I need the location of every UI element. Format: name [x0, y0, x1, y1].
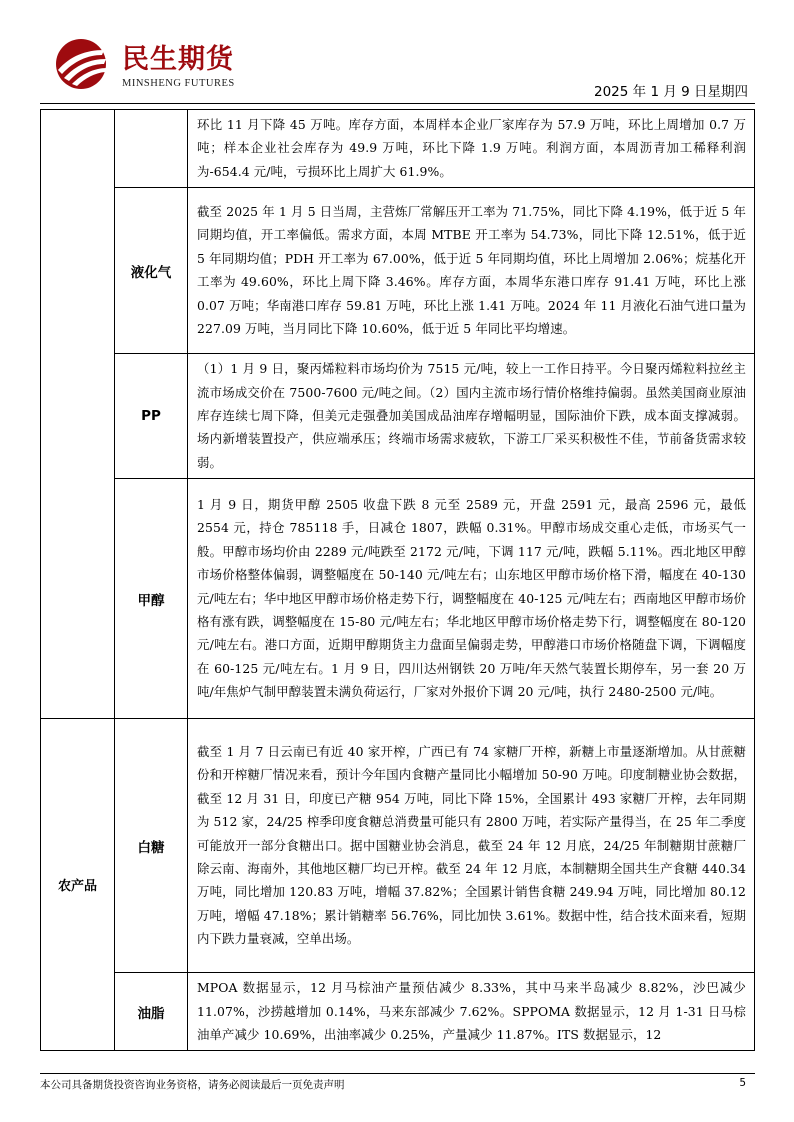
commentary-cell: 1 月 9 日，期货甲醇 2505 收盘下跌 8 元至 2589 元，开盘 2591 元，最高 2596 元，最低 2554 元，持仓 785118 手，日减仓 1807，跌幅 0.31%。甲醇市场成交重心走低，市场买气一般。甲醇市场均价由 2289 元/吨跌至 2172 元/吨，下调 117 元/吨，跌幅 5.11%。西北地区甲醇市场价格整体偏弱，调整幅度在 50-140 元/吨左右；山东地区甲醇市场价格下滑，幅度在 40-130 元/吨左右；华中地区甲醇市场价格走势下行，调整幅度在 40-125 元/吨左右；西南地区甲醇市场价格有涨有跌，调整幅度在 15-80 元/吨左右；华北地区甲醇市场价格走势下行，调整幅度在 80-120 元/吨左右。港口方面，近期甲醇期货主力盘面呈偏弱走势，甲醇港口市场价格随盘下调，下调幅度在 60-125 元/吨左右。1 月 9 日，四川达州钢铁 20 万吨/年天然气装置长期停车，另一套 20 万吨/年焦炉气制甲醇装置未满负荷运行，厂家对外报价下调 20 元/吨，执行 2480-2500 元/吨。 [188, 479, 755, 719]
product-cell: 白糖 [115, 719, 188, 973]
page-number: 5 [739, 1077, 746, 1089]
category-cell-agri: 农产品 [41, 719, 115, 1051]
product-cell: 油脂 [115, 973, 188, 1051]
commentary-cell: 截至 1 月 7 日云南已有近 40 家开榨，广西已有 74 家糖厂开榨，新糖上市量逐渐增加。从甘蔗糖份和开榨糖厂情况来看，预计今年国内食糖产量同比小幅增加 50-90 万吨。印度制糖业协会数据，截至 12 月 31 日，印度已产糖 954 万吨，同比下降 15%，全国累计 493 家糖厂开榨，去年同期为 512 家，24/25 榨季印度食糖总消费量可能只有 2800 万吨，若实际产量得当，在 25 年二季度可能放开一部分食糖出口。据中国糖业协会消息，截至 24 年 12 月底，24/25 年制糖期甘蔗糖厂除云南、海南外，其他地区糖厂均已开榨。截至 24 年 12 月底，本制糖期全国共生产食糖 440.34 万吨，同比增加 120.83 万吨，增幅 37.82%；全国累计销售食糖 249.94 万吨，同比增加 80.12 万吨，增幅 47.18%；累计销糖率 56.76%，同比加快 3.61%。数据中性，结合技术面来看，短期内下跌力量衰减，空单出场。 [188, 719, 755, 973]
table-row [41, 973, 755, 1051]
footer-disclaimer: 本公司具备期货投资咨询业务资格，请务必阅读最后一页免责声明 [40, 1079, 345, 1091]
minsheng-logo-icon [52, 38, 110, 90]
commentary-cell: MPOA 数据显示，12 月马棕油产量预估减少 8.33%，其中马来半岛减少 8.82%，沙巴减少 11.07%，沙捞越增加 0.14%，马来东部减少 7.62%。SPPOMA 数据显示，12 月 1-31 日马棕油单产减少 10.69%，出油率减少 0.25%，产量减少 11.87%。ITS 数据显示，12 [188, 973, 755, 1051]
table-row [41, 354, 755, 479]
commentary-cell: 环比 11 月下降 45 万吨。库存方面，本周样本企业厂家库存为 57.9 万吨，环比上周增加 0.7 万吨；样本企业社会库存为 49.9 万吨，环比下降 1.9 万吨。利润方面，本周沥青加工稀释利润为-654.4 元/吨，亏损环比上周扩大 61.9%。 [188, 110, 755, 188]
commodity-table [40, 109, 755, 1051]
category-cell-energy [41, 110, 115, 719]
table-row [41, 188, 755, 354]
company-name-en: MINSHENG FUTURES [122, 78, 235, 89]
company-name-cn: 民生期货 [122, 44, 234, 75]
commentary-cell: 截至 2025 年 1 月 5 日当周，主营炼厂常解压开工率为 71.75%，同比下降 4.19%，低于近 5 年同期均值，开工率偏低。需求方面，本周 MTBE 开工率为 54.73%，同比下降 12.51%，低于近 5 年同期均值；PDH 开工率为 67.00%，低于近 5 年同期均值，环比上周增加 2.06%；烷基化开工率为 49.60%，环比上周下降 3.46%。库存方面，本周华东港口库存 91.41 万吨，环比上涨 0.07 万吨；华南港口库存 59.81 万吨，环比上涨 1.41 万吨。2024 年 11 月液化石油气进口量为 227.09 万吨，当月同比下降 10.60%，低于近 5 年同比平均增速。 [188, 188, 755, 354]
table-row [41, 719, 755, 973]
page-header [40, 30, 754, 106]
footer-divider [40, 1073, 755, 1074]
commentary-cell: （1）1 月 9 日，聚丙烯粒料市场均价为 7515 元/吨，较上一工作日持平。今日聚丙烯粒料拉丝主流市场成交价在 7500-7600 元/吨之间。（2）国内主流市场行情价格维持偏弱。虽然美国商业原油库存连续七周下降，但美元走强叠加美国成品油库存增幅明显，国际油价下跌，成本面支撑减弱。场内新增装置投产，供应端承压；终端市场需求疲软，下游工厂采买积极性不佳，节前备货需求较弱。 [188, 354, 755, 479]
product-cell: 甲醇 [115, 479, 188, 719]
header-divider [40, 103, 755, 104]
report-date: 2025 年 1 月 9 日星期四 [594, 84, 748, 100]
product-cell: PP [115, 354, 188, 479]
table-row [41, 110, 755, 188]
product-cell [115, 110, 188, 188]
product-cell: 液化气 [115, 188, 188, 354]
table-row [41, 479, 755, 719]
